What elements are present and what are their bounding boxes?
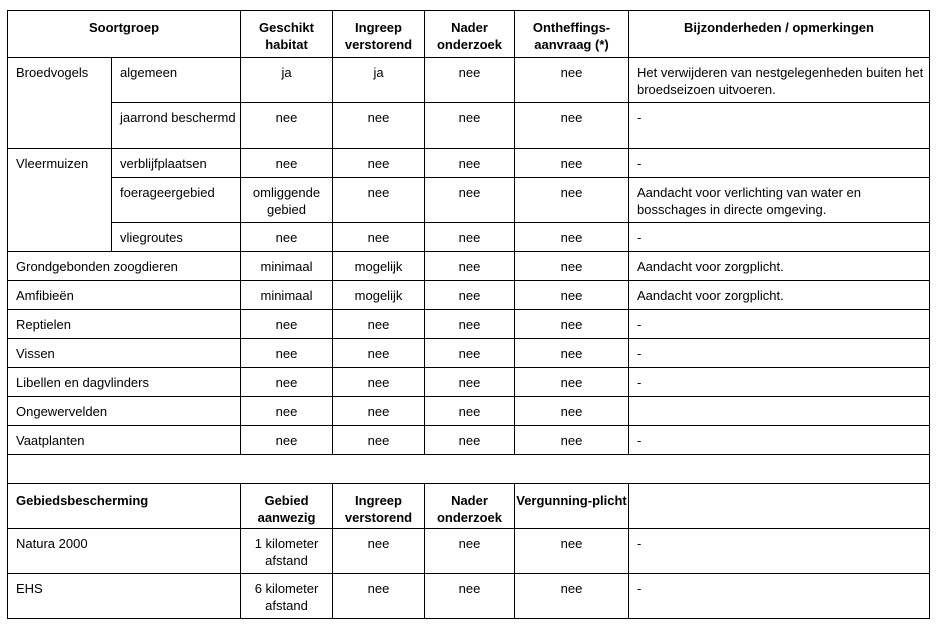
intervention-cell: nee — [333, 178, 425, 223]
group-cell: Ongewervelden — [8, 397, 241, 426]
intervention-cell: nee — [333, 368, 425, 397]
permit-cell: nee — [515, 529, 629, 574]
research-cell: nee — [425, 281, 515, 310]
header-area-intervention: Ingreep verstorend — [333, 484, 425, 529]
area-cell: Natura 2000 — [8, 529, 241, 574]
research-cell: nee — [425, 574, 515, 619]
group-cell: Libellen en dagvlinders — [8, 368, 241, 397]
group-cell: Grondgebonden zoogdieren — [8, 252, 241, 281]
table-row — [8, 368, 930, 397]
habitat-cell: ja — [241, 58, 333, 103]
exemption-cell: nee — [515, 339, 629, 368]
table-row — [8, 426, 930, 455]
table-row — [8, 252, 930, 281]
header-present: Gebied aanwezig — [241, 484, 333, 529]
header-habitat: Geschikt habitat — [241, 11, 333, 58]
exemption-cell: nee — [515, 426, 629, 455]
intervention-cell: nee — [333, 529, 425, 574]
group-cell: Amfibieën — [8, 281, 241, 310]
intervention-cell: nee — [333, 339, 425, 368]
research-cell: nee — [425, 58, 515, 103]
header-research: Nader onderzoek — [425, 11, 515, 58]
table-row — [8, 574, 930, 619]
research-cell: nee — [425, 252, 515, 281]
intervention-cell: mogelijk — [333, 281, 425, 310]
remarks-cell: - — [629, 223, 930, 252]
exemption-cell: nee — [515, 281, 629, 310]
header-permit: Vergunning-plicht — [515, 484, 629, 529]
area-cell: EHS — [8, 574, 241, 619]
research-cell: nee — [425, 397, 515, 426]
remarks-cell: Aandacht voor zorgplicht. — [629, 281, 930, 310]
remarks-cell — [629, 397, 930, 426]
remarks-cell: - — [629, 529, 930, 574]
research-cell: nee — [425, 426, 515, 455]
exemption-cell: nee — [515, 149, 629, 178]
habitat-cell: minimaal — [241, 281, 333, 310]
present-cell: 1 kilometer afstand — [241, 529, 333, 574]
exemption-cell: nee — [515, 103, 629, 149]
table-row — [8, 149, 930, 178]
research-cell: nee — [425, 368, 515, 397]
remarks-cell: Aandacht voor zorgplicht. — [629, 252, 930, 281]
remarks-cell: - — [629, 426, 930, 455]
exemption-cell: nee — [515, 58, 629, 103]
header-gebiedsbescherming: Gebiedsbescherming — [8, 484, 241, 529]
exemption-cell: nee — [515, 223, 629, 252]
spacer-row — [8, 455, 930, 484]
intervention-cell: nee — [333, 310, 425, 339]
header-intervention: Ingreep verstorend — [333, 11, 425, 58]
habitat-cell: nee — [241, 426, 333, 455]
research-cell: nee — [425, 339, 515, 368]
subgroup-cell: verblijfplaatsen — [112, 149, 241, 178]
intervention-cell: ja — [333, 58, 425, 103]
habitat-cell: nee — [241, 223, 333, 252]
subgroup-cell: foerageergebied — [112, 178, 241, 223]
exemption-cell: nee — [515, 397, 629, 426]
habitat-cell: nee — [241, 149, 333, 178]
remarks-cell: - — [629, 368, 930, 397]
table-row — [8, 529, 930, 574]
table-row — [8, 397, 930, 426]
habitat-cell: nee — [241, 368, 333, 397]
header-area-remarks — [629, 484, 930, 529]
permit-cell: nee — [515, 574, 629, 619]
habitat-cell: minimaal — [241, 252, 333, 281]
intervention-cell: nee — [333, 397, 425, 426]
table-row — [8, 178, 930, 223]
remarks-cell: Het verwijderen van nestgelegenheden buiten het broedseizoen uitvoeren. — [629, 58, 930, 103]
habitat-cell: nee — [241, 310, 333, 339]
exemption-cell: nee — [515, 178, 629, 223]
subgroup-cell: algemeen — [112, 58, 241, 103]
table-row — [8, 223, 930, 252]
intervention-cell: nee — [333, 149, 425, 178]
intervention-cell: nee — [333, 426, 425, 455]
header-soortgroep: Soortgroep — [8, 11, 241, 58]
habitat-cell: omliggende gebied — [241, 178, 333, 223]
exemption-cell: nee — [515, 252, 629, 281]
subgroup-cell: vliegroutes — [112, 223, 241, 252]
intervention-cell: nee — [333, 223, 425, 252]
table-row — [8, 310, 930, 339]
header-exemption: Ontheffings-aanvraag (*) — [515, 11, 629, 58]
remarks-cell: - — [629, 310, 930, 339]
research-cell: nee — [425, 223, 515, 252]
intervention-cell: mogelijk — [333, 252, 425, 281]
research-cell: nee — [425, 103, 515, 149]
intervention-cell: nee — [333, 103, 425, 149]
research-cell: nee — [425, 149, 515, 178]
header-remarks: Bijzonderheden / opmerkingen — [629, 11, 930, 58]
habitat-cell: nee — [241, 397, 333, 426]
header-area-research: Nader onderzoek — [425, 484, 515, 529]
group-cell: Vissen — [8, 339, 241, 368]
species-header-row — [8, 11, 930, 58]
habitat-cell: nee — [241, 103, 333, 149]
table-row — [8, 281, 930, 310]
research-cell: nee — [425, 529, 515, 574]
present-cell: 6 kilometer afstand — [241, 574, 333, 619]
group-cell: Broedvogels — [8, 58, 112, 149]
research-cell: nee — [425, 178, 515, 223]
habitat-cell: nee — [241, 339, 333, 368]
research-cell: nee — [425, 310, 515, 339]
remarks-cell: - — [629, 574, 930, 619]
remarks-cell: - — [629, 149, 930, 178]
remarks-cell: - — [629, 103, 930, 149]
table-row — [8, 339, 930, 368]
subgroup-cell: jaarrond beschermd — [112, 103, 241, 149]
spacer-cell — [8, 455, 930, 484]
intervention-cell: nee — [333, 574, 425, 619]
group-cell: Vaatplanten — [8, 426, 241, 455]
remarks-cell: Aandacht voor verlichting van water en bosschages in directe omgeving. — [629, 178, 930, 223]
table-row — [8, 103, 930, 149]
exemption-cell: nee — [515, 368, 629, 397]
remarks-cell: - — [629, 339, 930, 368]
area-header-row — [8, 484, 930, 529]
exemption-cell: nee — [515, 310, 629, 339]
table-row — [8, 58, 930, 103]
species-assessment-table — [7, 10, 930, 619]
group-cell: Vleermuizen — [8, 149, 112, 252]
group-cell: Reptielen — [8, 310, 241, 339]
